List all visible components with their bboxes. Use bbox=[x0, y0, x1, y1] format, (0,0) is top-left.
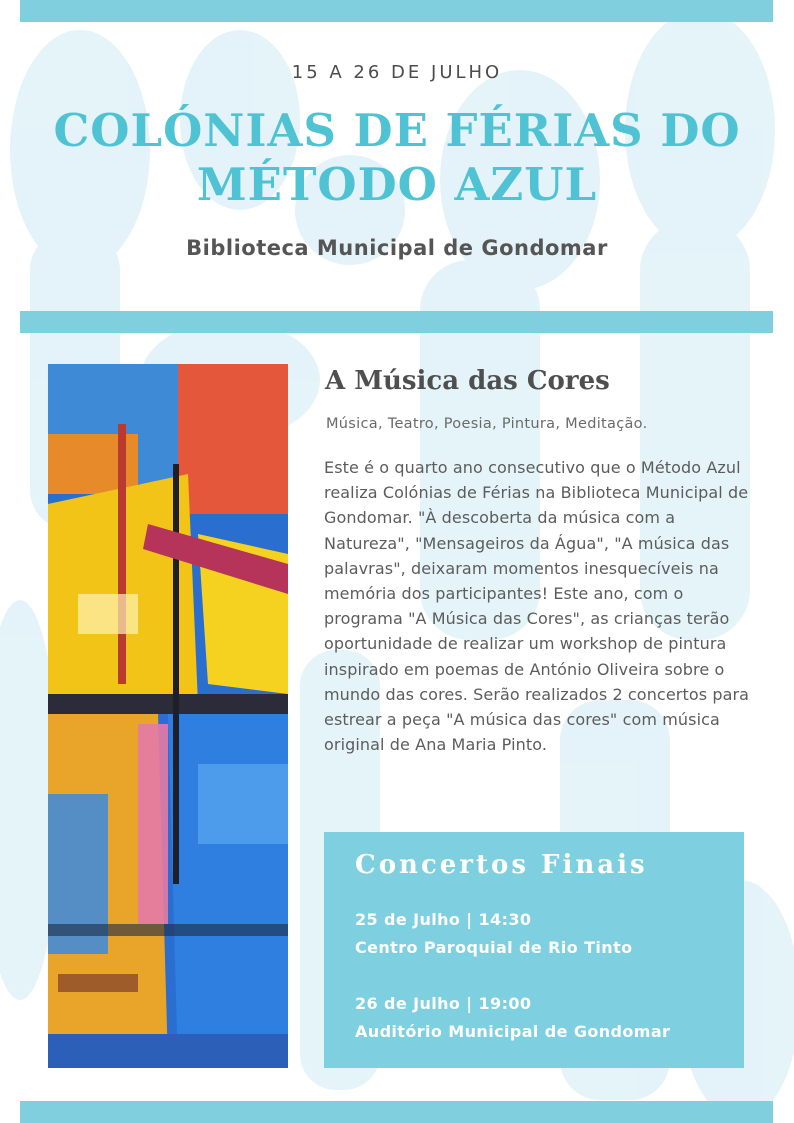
section-title: A Música das Cores bbox=[325, 366, 610, 396]
concert-2-datetime: 26 de Julho | 19:00 bbox=[355, 994, 532, 1013]
middle-accent-bar bbox=[20, 311, 773, 333]
page-title bbox=[30, 104, 764, 212]
abstract-painting-image bbox=[48, 364, 288, 1068]
bottom-accent-bar bbox=[20, 1101, 773, 1123]
concerts-title: Concertos Finais bbox=[355, 850, 648, 880]
event-dates: 15 A 26 DE JULHO bbox=[291, 62, 503, 83]
concerts-box bbox=[324, 832, 744, 1068]
concert-1-datetime: 25 de Julho | 14:30 bbox=[355, 910, 532, 929]
section-body-text: Este é o quarto ano consecutivo que o Método Azul realiza Colónias de Férias na Biblioteca Municipal de Gondomar. "À descoberta da música com a Natureza", "Mensageiros da Água", "A música das palavras", deixaram momentos inesquecíveis na memória dos participantes! Este ano, com o programa "A Música das Cores", as crianças terão oportunidade de realizar um workshop de pintura inspirado em poemas de António Oliveira sobre o mundo das cores. Serão realizados 2 concertos para estrear a peça "A música das cores" com música original de Ana Maria Pinto. bbox=[324, 458, 750, 755]
concert-1-place: Centro Paroquial de Rio Tinto bbox=[355, 938, 633, 957]
title-line-2: MÉTODO AZUL bbox=[196, 158, 598, 211]
top-accent-bar bbox=[20, 0, 773, 22]
concert-2-place: Auditório Municipal de Gondomar bbox=[355, 1022, 671, 1041]
venue-subtitle: Biblioteca Municipal de Gondomar bbox=[186, 236, 608, 260]
section-tags: Música, Teatro, Poesia, Pintura, Meditação. bbox=[326, 416, 648, 432]
title-line-1: COLÓNIAS DE FÉRIAS DO bbox=[53, 104, 741, 157]
